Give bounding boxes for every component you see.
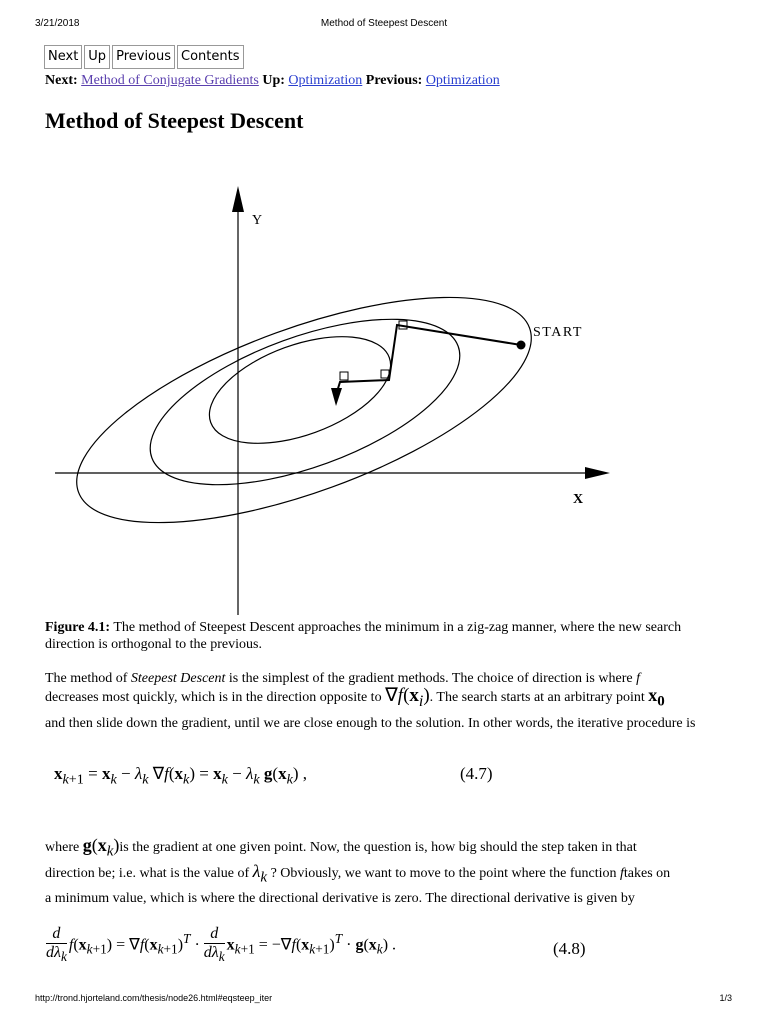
gradient-g: $g(x_k)$ bbox=[82, 835, 120, 860]
lambda-k: $\lambda_k$ bbox=[252, 861, 268, 886]
text: The method of bbox=[45, 671, 131, 686]
text: is the simplest of the gradient methods. The choice of direction is where bbox=[225, 671, 637, 686]
paragraph-line bbox=[45, 863, 725, 887]
caption-label: Figure 4.1: bbox=[45, 620, 111, 635]
start-label: START bbox=[533, 325, 583, 340]
text: ? Obviously, we want to move to the point where the function bbox=[267, 866, 620, 881]
descent-arrowhead bbox=[331, 388, 342, 406]
next-link[interactable]: Method of Conjugate Gradients bbox=[81, 73, 259, 88]
previous-label: Previous: bbox=[365, 73, 423, 88]
paragraph-line: and then slide down the gradient, until we are close enough to the solution. In other words, the iterative procedure is bbox=[45, 716, 696, 731]
text: . The search starts at an arbitrary point bbox=[429, 690, 649, 705]
page-number: 1/3 bbox=[719, 993, 732, 1003]
print-date: 3/21/2018 bbox=[35, 18, 80, 29]
start-point bbox=[517, 341, 526, 350]
text: takes on bbox=[623, 866, 671, 881]
print-title: Method of Steepest Descent bbox=[320, 18, 448, 29]
text: where bbox=[45, 840, 83, 855]
paragraph-line bbox=[45, 837, 725, 861]
y-axis-arrow bbox=[232, 186, 244, 212]
equation-4-7: $x_{k+1} = x_k - \lambda_k$ $\nabla f(x_k) = x_k - \lambda_k$ $g(x_k)$ , bbox=[54, 764, 308, 788]
page-title: Method of Steepest Descent bbox=[45, 108, 304, 133]
descent-path bbox=[336, 325, 521, 395]
y-axis-label: Y bbox=[252, 213, 263, 228]
contour-outer bbox=[50, 251, 557, 569]
paragraph-line: a minimum value, which is where the directional derivative is zero. The directional derivative is given by bbox=[45, 891, 635, 906]
caption-text: The method of Steepest Descent approaches the minimum in a zig-zag manner, where the new search direction is orthogonal to the previous. bbox=[45, 620, 682, 652]
contour-inner bbox=[195, 315, 404, 465]
text: decreases most quickly, which is in the direction opposite to bbox=[45, 690, 386, 705]
x-axis-label: X bbox=[573, 492, 584, 507]
equation-number: (4.8) bbox=[553, 939, 586, 958]
up-button[interactable]: Up bbox=[84, 45, 110, 69]
equation-4-8: $\frac{d}{d\lambda_k}$ $f(x_{k+1}) = \nabla f(x_{k+1})^T$ · $\frac{d}{d\lambda_k}$ $x_{k+1} = -\nabla f(x_{k+1})^T \cdot g(x_k)$ . bbox=[46, 925, 397, 965]
text: is the gradient at one given point. Now, the question is, how big should the step taken in that bbox=[119, 840, 637, 855]
next-button[interactable]: Next bbox=[44, 45, 82, 69]
text: direction be; i.e. what is the value of bbox=[45, 866, 253, 881]
up-label: Up: bbox=[262, 73, 285, 88]
math-f: f bbox=[636, 671, 640, 686]
right-angle-marker bbox=[340, 372, 348, 380]
contour-middle bbox=[130, 285, 481, 519]
figure-caption bbox=[45, 619, 715, 653]
up-link[interactable]: Optimization bbox=[288, 73, 363, 88]
emphasis: Steepest Descent bbox=[130, 671, 226, 686]
x0-symbol: $x_0$ bbox=[648, 685, 665, 710]
next-label: Next: bbox=[45, 73, 78, 88]
math-f: f bbox=[619, 866, 624, 881]
paragraph-line bbox=[45, 687, 725, 711]
print-url: http://trond.hjorteland.com/thesis/node26.html#eqsteep_iter bbox=[35, 993, 273, 1003]
gradient-expression: $\nabla f(x_i)$ bbox=[385, 685, 430, 710]
contents-button[interactable]: Contents bbox=[177, 45, 243, 69]
previous-button[interactable]: Previous bbox=[112, 45, 175, 69]
equation-number: (4.7) bbox=[460, 764, 493, 783]
x-axis-arrow bbox=[585, 467, 610, 479]
previous-link[interactable]: Optimization bbox=[425, 73, 500, 88]
